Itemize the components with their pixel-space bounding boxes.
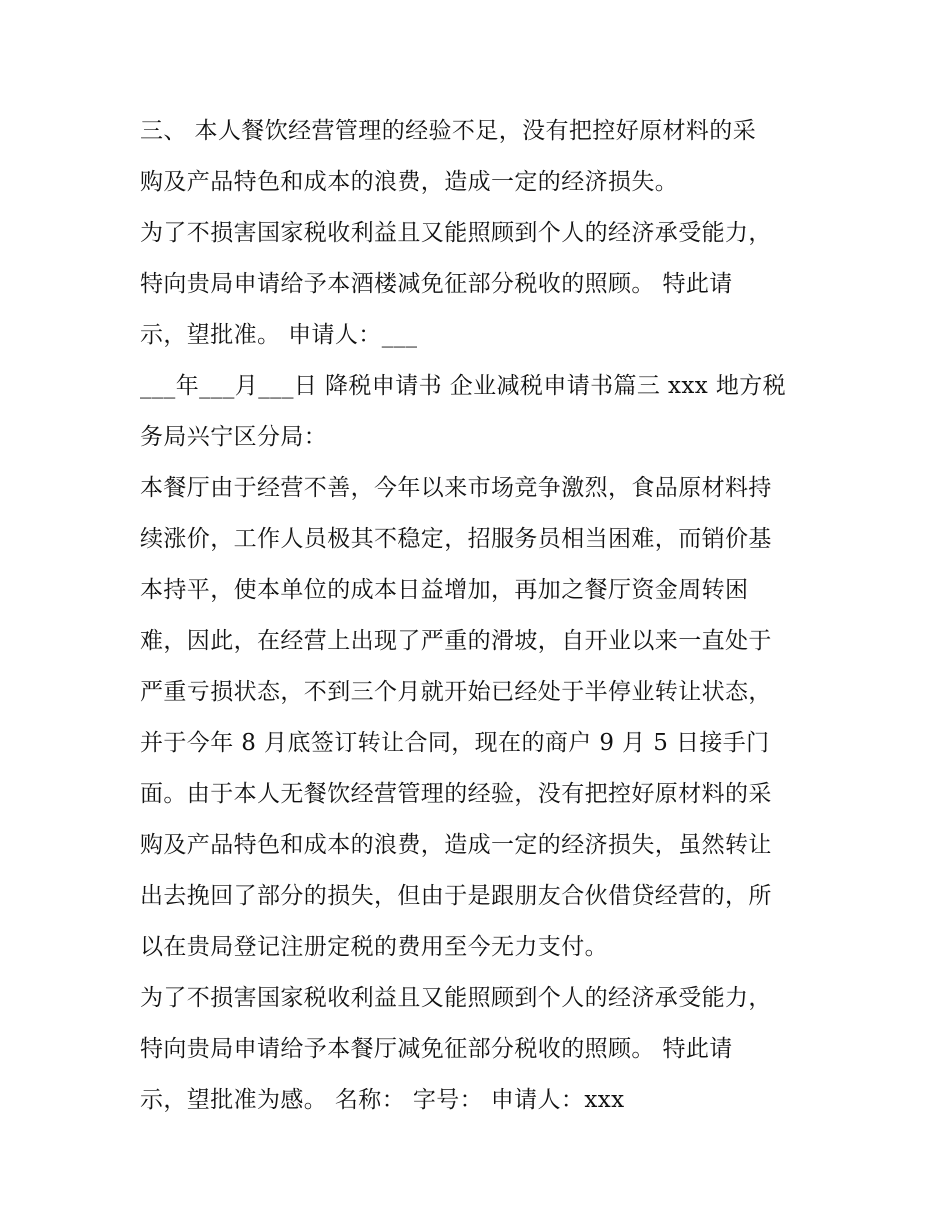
text-line: 续涨价，工作人员极其不稳定，招服务员相当困难，而销价基	[140, 526, 772, 552]
text-line: 特向贵局申请给予本酒楼减免征部分税收的照顾。 特此请	[140, 271, 733, 297]
text-line: 特向贵局申请给予本餐厅减免征部分税收的照顾。 特此请	[140, 1036, 733, 1062]
text-line: 务局兴宁区分局：	[140, 424, 328, 450]
text-line: 面。由于本人无餐饮经营管理的经验，没有把控好原材料的采	[140, 781, 772, 807]
document-body	[140, 106, 830, 1126]
text-line: 本餐厅由于经营不善，今年以来市场竞争激烈，食品原材料持	[140, 475, 772, 501]
text-line: 以在贵局登记注册定税的费用至今无力支付。	[140, 934, 608, 960]
text-line: 严重亏损状态，不到三个月就开始已经处于半停业转让状态，	[140, 679, 772, 705]
text-line: 并于今年 8 月底签订转让合同，现在的商户 9 月 5 日接手门	[140, 730, 770, 756]
text-line: 本持平，使本单位的成本日益增加，再加之餐厅资金周转困	[140, 577, 749, 603]
text-line: 示，望批准。 申请人：___	[140, 322, 418, 348]
text-line: 为了不损害国家税收利益且又能照顾到个人的经济承受能力，	[140, 985, 772, 1011]
text-line: ___年___月___日 降税申请书 企业减税申请书篇三 xxx 地方税	[140, 373, 787, 399]
text-line: 难，因此，在经营上出现了严重的滑坡，自开业以来一直处于	[140, 628, 772, 654]
text-line: 购及产品特色和成本的浪费，造成一定的经济损失，虽然转让	[140, 832, 772, 858]
text-line: 三、 本人餐饮经营管理的经验不足，没有把控好原材料的采	[140, 118, 757, 144]
text-line: 购及产品特色和成本的浪费，造成一定的经济损失。	[140, 169, 679, 195]
text-line: 为了不损害国家税收利益且又能照顾到个人的经济承受能力，	[140, 220, 772, 246]
text-line: 示，望批准为感。 名称： 字号： 申请人：xxx	[140, 1087, 625, 1113]
text-line: 出去挽回了部分的损失，但由于是跟朋友合伙借贷经营的，所	[140, 883, 772, 909]
